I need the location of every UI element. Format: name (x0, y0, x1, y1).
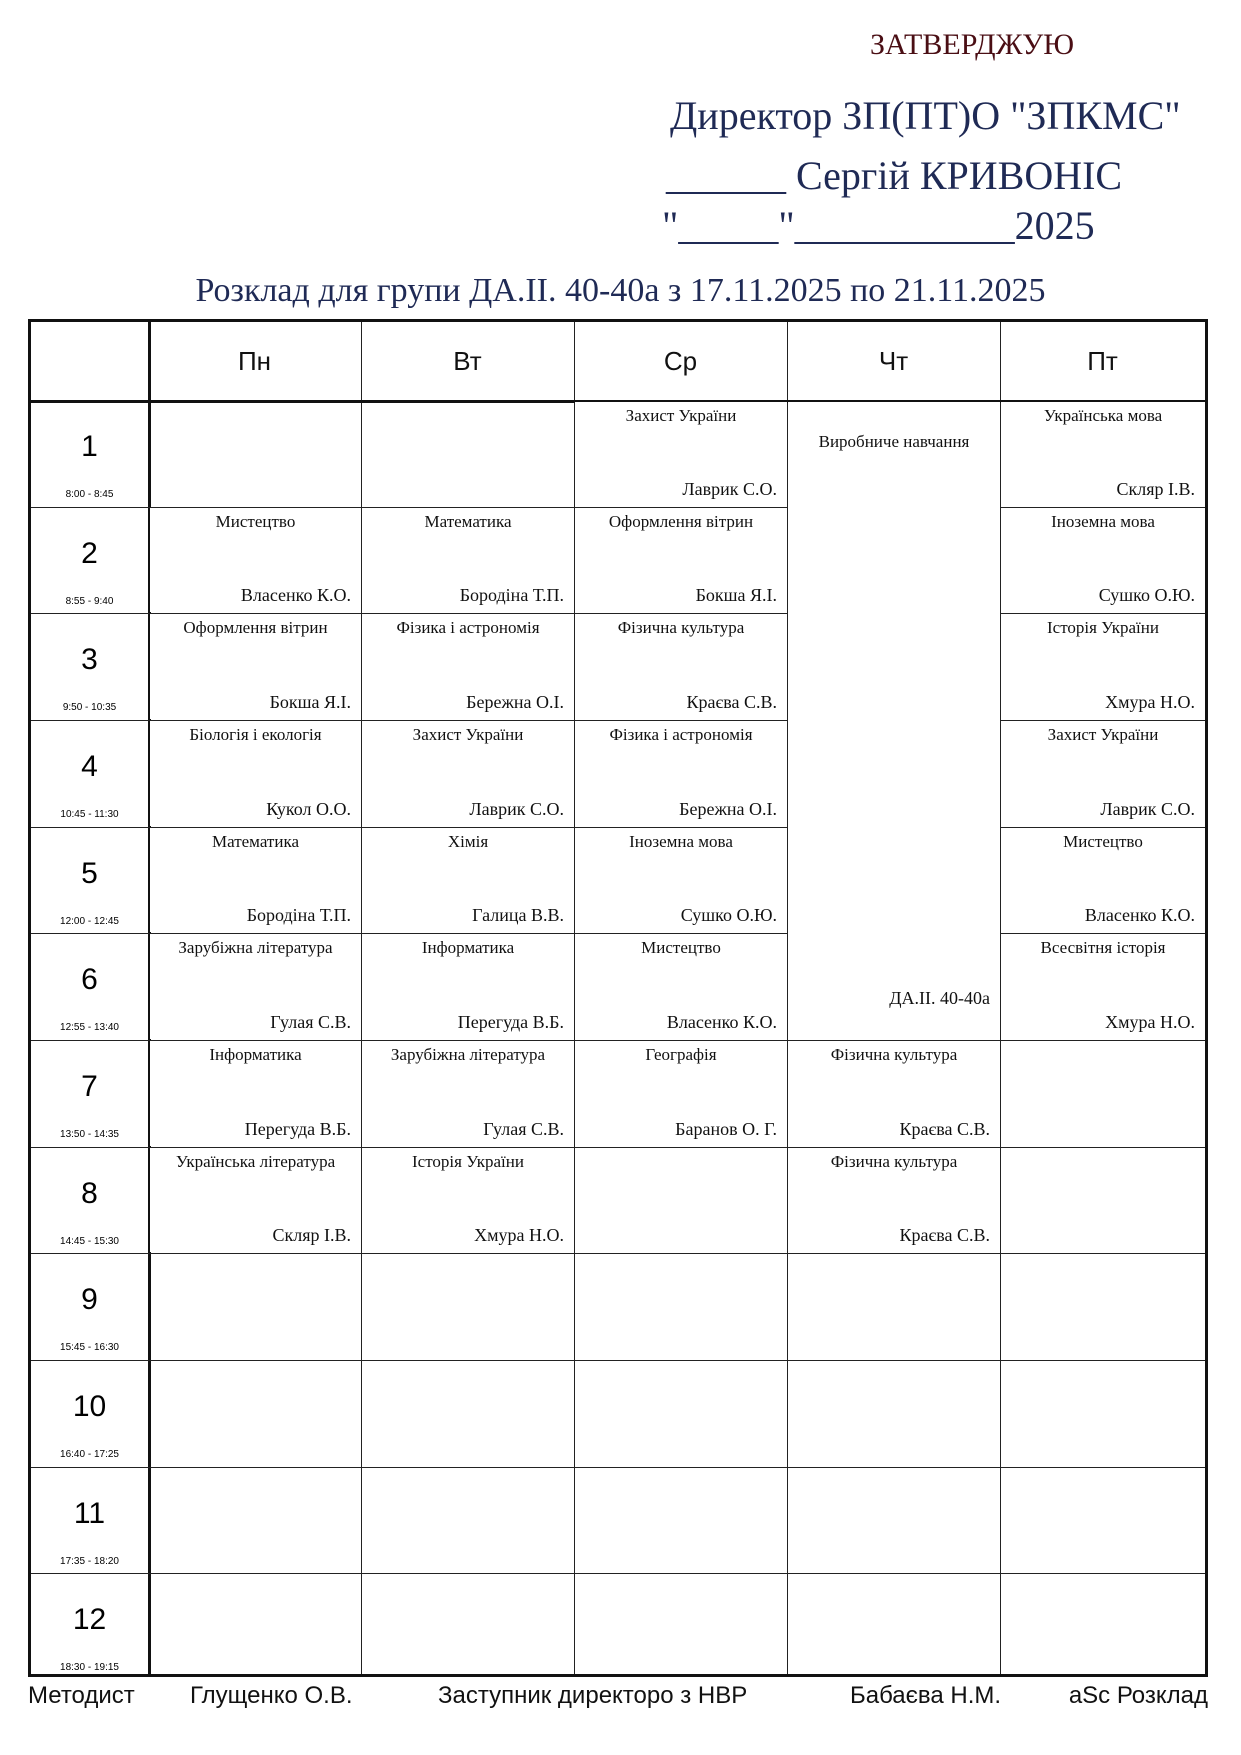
period-label (31, 400, 148, 507)
lesson-cell (1001, 721, 1205, 826)
period-label (31, 827, 148, 934)
lesson-cell (575, 934, 787, 1039)
lesson-teacher: Власенко К.О. (666, 1012, 777, 1032)
lesson-teacher: Бородіна Т.П. (459, 585, 564, 606)
grid-row-divider (31, 1467, 1205, 1468)
period-time: 14:45 - 15:30 (60, 1235, 119, 1247)
period-label (31, 933, 148, 1040)
lesson-subject: Українська мова (1043, 406, 1163, 425)
lesson-teacher: Галица В.В. (472, 905, 564, 926)
lesson-cell (1001, 402, 1205, 506)
lesson-subject: Зарубіжна література (178, 938, 333, 958)
lesson-subject: Історія України (1047, 618, 1159, 638)
schedule-title: Розклад для групи ДА.ІІ. 40-40а з 17.11.2025 по 21.11.2025 (195, 272, 1046, 309)
lesson-teacher: Власенко К.О. (240, 585, 351, 606)
lesson-subject: Біологія і екологія (189, 725, 322, 744)
lesson-teacher: Скляр І.В. (272, 1225, 351, 1246)
period-label (31, 720, 148, 827)
lesson-subject: Мистецтво (215, 511, 296, 531)
lesson-subject: Всесвітня історія (1040, 938, 1166, 958)
methodist-name: Глущенко О.В. (190, 1682, 353, 1709)
lesson-subject: Інформатика (209, 1045, 302, 1065)
lesson-teacher: Лаврик С.О. (469, 798, 564, 819)
deputy-name: Бабаєва Н.М. (850, 1682, 1002, 1709)
lesson-cell (150, 1148, 361, 1253)
lesson-subject: Іноземна мова (629, 831, 733, 851)
lesson-teacher: Перегуда В.Б. (244, 1118, 351, 1139)
lesson-subject: Іноземна мова (1051, 511, 1155, 531)
lesson-teacher: Баранов О. Г. (675, 1118, 777, 1139)
lesson-subject: Фізика і астрономія (609, 725, 753, 744)
lesson-cell (575, 828, 787, 933)
lesson-teacher: Перегуда В.Б. (457, 1012, 564, 1032)
period-number: 9 (81, 1283, 98, 1317)
lesson-cell (575, 614, 787, 719)
lesson-subject: Інформатика (421, 938, 515, 958)
period-number: 12 (72, 1603, 107, 1637)
lesson-cell (150, 828, 361, 933)
lesson-cell (362, 614, 574, 719)
lesson-teacher: Бокша Я.І. (269, 691, 351, 712)
period-number: 6 (81, 963, 98, 997)
lesson-subject: Мистецтво (1063, 831, 1143, 851)
day-header: Чт (878, 345, 909, 376)
lesson-subject: Фізика і астрономія (396, 618, 540, 638)
period-time: 12:00 - 12:45 (60, 915, 119, 927)
lesson-subject: Географія (645, 1045, 717, 1065)
lesson-teacher: ДА.ІІ. 40-40а (889, 988, 990, 1009)
lesson-cell (362, 1041, 574, 1146)
period-time: 17:35 - 18:20 (60, 1555, 119, 1567)
period-label (31, 1253, 148, 1360)
lesson-subject: Мистецтво (641, 938, 721, 958)
lesson-teacher: Бокша Я.І. (695, 585, 777, 606)
period-number: 7 (81, 1070, 98, 1104)
director-line: Директор ЗП(ПТ)О "ЗПКМС" (670, 93, 1181, 138)
lesson-teacher: Лаврик С.О. (682, 478, 777, 499)
deputy-label: Заступник директоро з НВР (438, 1682, 748, 1709)
lesson-subject: Українська література (175, 1151, 336, 1171)
lesson-cell (1001, 508, 1205, 613)
lesson-subject: Зарубіжна література (390, 1045, 546, 1065)
lesson-subject: Історія України (412, 1151, 524, 1171)
lesson-teacher: Власенко К.О. (1084, 905, 1195, 926)
lesson-teacher: Гулая С.В. (270, 1012, 351, 1032)
period-number: 10 (72, 1390, 107, 1424)
lesson-cell (150, 508, 361, 613)
lesson-subject: Захист України (625, 406, 737, 425)
lesson-teacher: Хмура Н.О. (1105, 691, 1195, 712)
footer (28, 1682, 1208, 1712)
lesson-cell (575, 508, 787, 613)
lesson-subject: Хімія (447, 831, 489, 851)
lesson-cell (575, 402, 787, 506)
period-time: 15:45 - 16:30 (60, 1342, 119, 1354)
lesson-teacher: Кукол О.О. (266, 798, 351, 819)
period-time: 18:30 - 19:15 (60, 1662, 119, 1674)
period-number: 2 (81, 536, 98, 570)
lesson-cell (362, 828, 574, 933)
lesson-teacher: Сушко О.Ю. (680, 905, 777, 926)
lesson-cell (150, 934, 361, 1039)
period-time: 13:50 - 14:35 (60, 1129, 119, 1141)
lesson-teacher: Краєва С.В. (686, 691, 777, 712)
lesson-cell (1001, 934, 1205, 1039)
period-label (31, 613, 148, 720)
lesson-cell (575, 721, 787, 826)
lesson-cell (150, 614, 361, 719)
period-time: 10:45 - 11:30 (60, 809, 119, 820)
period-number: 4 (81, 750, 98, 783)
lesson-cell (788, 402, 1000, 1039)
period-label (31, 1467, 148, 1574)
period-label (31, 1360, 148, 1467)
lesson-teacher: Скляр І.В. (1116, 478, 1195, 499)
lesson-subject: Математика (211, 831, 300, 851)
period-time: 16:40 - 17:25 (60, 1449, 119, 1461)
lesson-subject: Захист України (1047, 725, 1159, 744)
lesson-teacher: Краєва С.В. (899, 1118, 990, 1139)
lesson-subject: Оформлення вітрин (608, 511, 754, 531)
period-label (31, 1147, 148, 1254)
period-label (31, 1573, 148, 1680)
day-header: Ср (663, 345, 698, 376)
period-number: 3 (81, 643, 98, 677)
schedule-grid (28, 319, 1208, 1677)
lesson-cell (1001, 614, 1205, 719)
day-header: Пт (1087, 345, 1118, 376)
lesson-subject: Фізична культура (830, 1045, 958, 1065)
grid-row-divider (31, 1573, 1205, 1574)
lesson-subject: Захист України (412, 725, 524, 744)
lesson-cell (362, 721, 574, 826)
period-number: 5 (81, 856, 98, 890)
lesson-teacher: Хмура Н.О. (474, 1225, 564, 1246)
lesson-teacher: Краєва С.В. (899, 1225, 990, 1246)
software-credit: aSc Розклад (1068, 1682, 1208, 1709)
lesson-teacher: Бережна О.І. (679, 798, 777, 819)
lesson-subject: Фізична культура (617, 618, 745, 638)
period-time: 8:00 - 8:45 (65, 489, 114, 500)
lesson-cell (362, 934, 574, 1039)
approval-date-line: "_____"___________2025 (662, 203, 1095, 248)
lesson-subject: Математика (424, 511, 512, 531)
day-header: Пн (237, 345, 272, 376)
grid-row-divider (31, 1360, 1205, 1361)
period-time: 8:55 - 9:40 (65, 595, 114, 607)
period-time: 12:55 - 13:40 (60, 1022, 119, 1034)
day-header: Вт (453, 345, 482, 376)
lesson-subject: Виробниче навчання (818, 432, 970, 451)
methodist-label: Методист (28, 1682, 135, 1709)
period-number: 11 (73, 1496, 106, 1530)
period-number: 8 (81, 1176, 98, 1210)
lesson-teacher: Лаврик С.О. (1100, 798, 1195, 819)
lesson-cell (362, 508, 574, 613)
lesson-cell (788, 1041, 1000, 1146)
lesson-cell (362, 1148, 574, 1253)
lesson-teacher: Бородіна Т.П. (246, 905, 351, 926)
lesson-cell (788, 1148, 1000, 1253)
lesson-cell (575, 1041, 787, 1146)
lesson-cell (150, 1041, 361, 1146)
approval-heading: ЗАТВЕРДЖУЮ (870, 28, 1075, 61)
lesson-teacher: Гулая С.В. (483, 1118, 564, 1139)
lesson-teacher: Хмура Н.О. (1105, 1012, 1195, 1032)
signature-line: ______ Сергій КРИВОНІС (666, 153, 1123, 198)
lesson-teacher: Бережна О.І. (466, 691, 564, 712)
period-time: 9:50 - 10:35 (62, 702, 117, 714)
period-number: 1 (81, 430, 98, 463)
period-label (31, 507, 148, 614)
grid-row-divider (31, 1253, 1205, 1254)
lesson-subject: Фізична культура (830, 1151, 958, 1171)
period-label (31, 1040, 148, 1147)
lesson-cell (150, 721, 361, 826)
lesson-cell (1001, 828, 1205, 933)
lesson-teacher: Сушко О.Ю. (1098, 585, 1195, 606)
lesson-subject: Оформлення вітрин (183, 618, 328, 638)
